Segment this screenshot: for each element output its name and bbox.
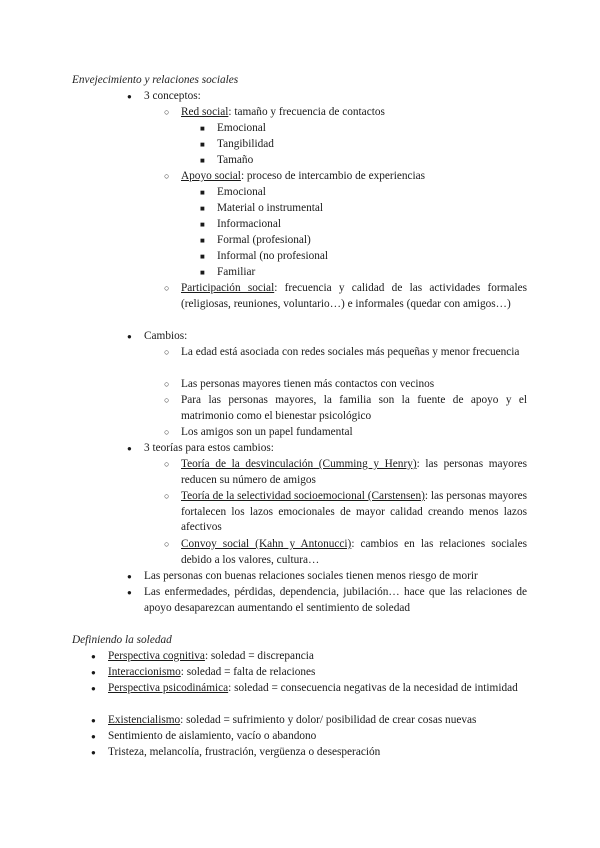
circle-bullet-icon: ○: [164, 379, 170, 389]
section-heading: Definiendo la soledad: [72, 634, 172, 646]
list-item: ○ Las personas mayores tienen más contactos con vecinos: [164, 377, 527, 393]
list-item: ● Tristeza, melancolía, frustración, vergüenza o desesperación: [91, 745, 527, 761]
term: Red social: [181, 106, 229, 118]
list-item: ○ Participación social: frecuencia y calidad de las actividades formales (religiosas, reuniones, voluntario…) e informales (quedar con amigos…): [164, 282, 527, 310]
circle-bullet-icon: ○: [164, 171, 170, 181]
list-item: ● Las personas con buenas relaciones sociales tienen menos riesgo de morir: [127, 569, 527, 585]
circle-bullet-icon: ○: [164, 491, 170, 501]
list-item: ■ Informacional: [200, 217, 527, 233]
bullet-icon: ●: [91, 732, 96, 741]
list-item: ● 3 conceptos:: [127, 89, 527, 105]
bullet-icon: ●: [127, 444, 132, 453]
square-bullet-icon: ■: [200, 124, 205, 133]
term: Apoyo social: [181, 170, 241, 182]
circle-bullet-icon: ○: [164, 107, 170, 117]
term: Existencialismo: [108, 714, 181, 726]
term: Teoría de la selectividad socioemocional (Carstensen): [181, 490, 425, 502]
circle-bullet-icon: ○: [164, 427, 170, 437]
circle-bullet-icon: ○: [164, 347, 170, 357]
circle-bullet-icon: ○: [164, 395, 170, 405]
list-item: ■ Familiar: [200, 265, 527, 281]
square-bullet-icon: ■: [200, 188, 205, 197]
list-item: ○ Apoyo social: proceso de intercambio de experiencias: [164, 169, 527, 185]
list-item: ● Perspectiva cognitiva: soledad = discrepancia: [91, 649, 527, 665]
list-item: ● Sentimiento de aislamiento, vacío o abandono: [91, 729, 527, 745]
list-item: ■ Emocional: [200, 185, 527, 201]
bullet-icon: ●: [127, 572, 132, 581]
list-item: ■ Tamaño: [200, 153, 527, 169]
term: Participación social: [181, 282, 275, 294]
square-bullet-icon: ■: [200, 204, 205, 213]
circle-bullet-icon: ○: [164, 539, 170, 549]
list-item: ● Cambios:: [127, 329, 527, 345]
bullet-icon: ●: [91, 668, 96, 677]
list-item: ○ Teoría de la desvinculación (Cumming y Henry): las personas mayores reducen su número de amigos: [164, 458, 527, 486]
list-item: ● Las enfermedades, pérdidas, dependencia, jubilación… hace que las relaciones de apoyo desaparezcan aumentando el sentimiento de soledad: [127, 586, 527, 614]
list-item: ■ Formal (profesional): [200, 233, 527, 249]
list-item: ■ Informal (no profesional: [200, 249, 527, 265]
list-item: ■ Tangibilidad: [200, 137, 527, 153]
square-bullet-icon: ■: [200, 220, 205, 229]
section-heading: Envejecimiento y relaciones sociales: [72, 74, 239, 86]
list-item: ○ Los amigos son un papel fundamental: [164, 425, 527, 441]
list-item: ○ Convoy social (Kahn y Antonucci): cambios en las relaciones sociales debido a los valores, cultura…: [164, 538, 527, 566]
list-item: ■ Material o instrumental: [200, 201, 527, 217]
term: Teoría de la desvinculación (Cumming y Henry): [181, 458, 417, 470]
square-bullet-icon: ■: [200, 268, 205, 277]
square-bullet-icon: ■: [200, 252, 205, 261]
list-item: ○ La edad está asociada con redes sociales más pequeñas y menor frecuencia: [164, 345, 527, 361]
list-item: ● Interaccionismo: soledad = falta de relaciones: [91, 665, 527, 681]
bullet-icon: ●: [91, 684, 96, 693]
list-item: ○ Red social: tamaño y frecuencia de contactos: [164, 105, 527, 121]
list-item: ● 3 teorías para estos cambios:: [127, 441, 527, 457]
square-bullet-icon: ■: [200, 236, 205, 245]
bullet-icon: ●: [91, 652, 96, 661]
term: Perspectiva psicodinámica: [108, 682, 229, 694]
list-item: ○ Teoría de la selectividad socioemocional (Carstensen): las personas mayores fortalecen los lazos emocionales de mayor calidad creando menos lazos afectivos: [164, 490, 527, 534]
term: Interaccionismo: [108, 666, 181, 678]
circle-bullet-icon: ○: [164, 283, 170, 293]
bullet-icon: ●: [127, 92, 132, 101]
square-bullet-icon: ■: [200, 156, 205, 165]
list-item: ● Existencialismo: soledad = sufrimiento y dolor/ posibilidad de crear cosas nuevas: [91, 713, 527, 729]
square-bullet-icon: ■: [200, 140, 205, 149]
bullet-icon: ●: [127, 332, 132, 341]
circle-bullet-icon: ○: [164, 459, 170, 469]
list-item: ● Perspectiva psicodinámica: soledad = consecuencia negativas de la necesidad de intimidad: [91, 681, 527, 697]
term: Convoy social (Kahn y Antonucci): [181, 538, 352, 550]
list-item: ■ Emocional: [200, 121, 527, 137]
bullet-icon: ●: [91, 716, 96, 725]
list-item: ○ Para las personas mayores, la familia son la fuente de apoyo y el matrimonio como el bienestar psicológico: [164, 394, 527, 422]
bullet-icon: ●: [127, 588, 132, 597]
term: Perspectiva cognitiva: [108, 650, 205, 662]
bullet-icon: ●: [91, 748, 96, 757]
